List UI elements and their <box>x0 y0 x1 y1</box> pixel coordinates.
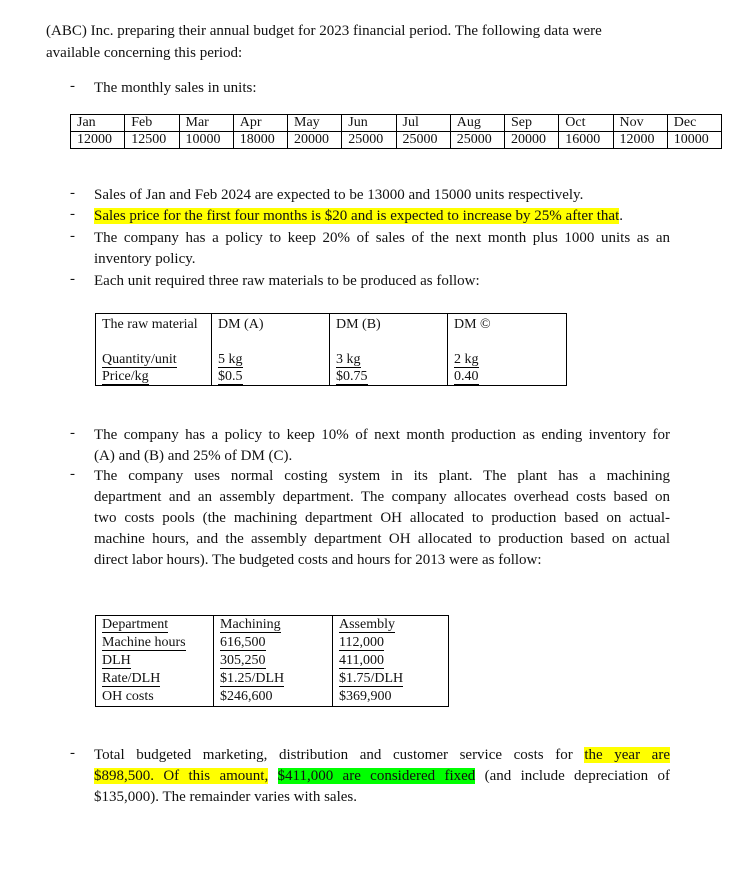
quantity-value: 3 kg <box>336 352 361 367</box>
text-line: The company uses normal costing system in its plant. The plant has a machining <box>94 468 670 484</box>
dept-cell <box>214 670 333 688</box>
text-line: The company has a policy to keep 10% of next month production as ending inventory for <box>94 427 670 443</box>
text-line: The company has a policy to keep 20% of sales of the next month plus 1000 units as an <box>94 230 670 246</box>
text-line: (A) and (B) and 25% of DM (C). <box>94 448 293 464</box>
bullet-raw-materials: Each unit required three raw materials to be produced as follow: <box>94 273 480 289</box>
text-line: $135,000). The remainder varies with sales. <box>94 789 357 805</box>
raw-header-cell: DM (B) <box>330 314 448 352</box>
units-cell: 16000 <box>559 132 613 149</box>
units-cell: 25000 <box>450 132 504 149</box>
bullet-monthly-sales: The monthly sales in units: <box>94 80 257 96</box>
dept-row-label <box>96 670 214 688</box>
units-cell: 20000 <box>505 132 559 149</box>
dept-cell <box>214 688 333 707</box>
bullet-dash: - <box>70 425 75 441</box>
bullet-dash: - <box>70 271 75 287</box>
bullet-dash: - <box>70 185 75 201</box>
text-line: department and an assembly department. The company allocates overhead costs based on <box>94 489 670 505</box>
price-label: Price/kg <box>102 369 149 384</box>
department-table <box>95 615 449 707</box>
units-cell: 12500 <box>125 132 179 149</box>
text-line <box>94 766 670 787</box>
text-line <box>94 745 670 766</box>
raw-header-cell: The raw material <box>96 314 212 352</box>
dept-cell-text: Machine hours <box>102 635 186 650</box>
raw-cell <box>448 351 567 368</box>
dept-cell <box>333 688 449 707</box>
dept-cell-text: $1.25/DLH <box>220 671 285 686</box>
raw-material-table <box>95 313 567 386</box>
month-cell: Jun <box>342 115 396 132</box>
dept-cell-text: $246,600 <box>220 689 273 704</box>
price-value: $0.5 <box>218 369 243 384</box>
raw-header-cell: DM © <box>448 314 567 352</box>
units-cell: 12000 <box>71 132 125 149</box>
bullet-inventory-policy <box>94 228 670 270</box>
monthly-sales-table <box>70 114 722 149</box>
dept-header-text: Department <box>102 617 169 632</box>
month-cell: Mar <box>179 115 233 132</box>
quantity-value: 2 kg <box>454 352 479 367</box>
raw-header-row <box>96 314 567 352</box>
month-cell: Sep <box>505 115 559 132</box>
dept-row <box>96 634 449 652</box>
intro-paragraph <box>46 20 706 64</box>
dept-header-text: Assembly <box>339 617 395 632</box>
dept-cell-text: 616,500 <box>220 635 266 650</box>
raw-header-cell: DM (A) <box>212 314 330 352</box>
highlighted-text-green: $411,000 are considered fixed <box>277 768 476 784</box>
month-cell: Dec <box>667 115 721 132</box>
dept-cell-text: $1.75/DLH <box>339 671 404 686</box>
dept-cell <box>214 634 333 652</box>
text-line: machine hours, and the assembly department OH allocated to production based on actual <box>94 531 670 547</box>
units-cell: 12000 <box>613 132 667 149</box>
dept-cell <box>214 652 333 670</box>
bullet-dash: - <box>70 466 75 482</box>
month-cell: Nov <box>613 115 667 132</box>
quantity-value: 5 kg <box>218 352 243 367</box>
bullet-dash: - <box>70 78 75 94</box>
highlighted-text: the year are <box>584 747 670 763</box>
dept-row-label <box>96 688 214 707</box>
raw-cell <box>212 368 330 386</box>
dept-row-label <box>96 634 214 652</box>
bullet-dash: - <box>70 745 75 761</box>
dept-cell-text: 411,000 <box>339 653 384 668</box>
intro-line-2: available concerning this period: <box>46 45 243 61</box>
text-line: inventory policy. <box>94 251 196 267</box>
raw-quantity-row <box>96 351 567 368</box>
month-cell: Jan <box>71 115 125 132</box>
month-cell: Apr <box>233 115 287 132</box>
dept-header-cell <box>333 616 449 635</box>
dept-cell <box>333 670 449 688</box>
dept-cell-text: $369,900 <box>339 689 392 704</box>
units-cell: 25000 <box>342 132 396 149</box>
quantity-label: Quantity/unit <box>102 352 177 367</box>
bullet-dash: - <box>70 228 75 244</box>
units-cell: 10000 <box>667 132 721 149</box>
dept-cell-text: OH costs <box>102 689 154 704</box>
bullet-ending-inventory <box>94 425 670 467</box>
bullet-sales-2024: Sales of Jan and Feb 2024 are expected to be 13000 and 15000 units respectively. <box>94 187 584 203</box>
text-segment: Total budgeted marketing, distribution and customer service costs for <box>94 747 585 763</box>
bullet-end-period: . <box>619 208 624 224</box>
bullet-marketing-costs <box>94 745 670 808</box>
highlighted-text: $898,500. Of this amount, <box>94 768 269 784</box>
price-value: 0.40 <box>454 369 479 384</box>
text-segment: (and include depreciation of <box>475 768 670 784</box>
units-cell: 25000 <box>396 132 450 149</box>
text-line: two costs pools (the machining department OH allocated to production based on actual- <box>94 510 670 526</box>
month-cell: Aug <box>450 115 504 132</box>
intro-line-1: (ABC) Inc. preparing their annual budget for 2023 financial period. The following data were <box>46 23 602 39</box>
raw-cell <box>330 368 448 386</box>
text-line: direct labor hours). The budgeted costs and hours for 2013 were as follow: <box>94 552 542 568</box>
dept-row-label <box>96 652 214 670</box>
dept-header-cell <box>214 616 333 635</box>
dept-row <box>96 688 449 707</box>
dept-cell <box>333 652 449 670</box>
units-cell: 18000 <box>233 132 287 149</box>
dept-row <box>96 652 449 670</box>
units-cell: 20000 <box>288 132 342 149</box>
dept-cell-text: 305,250 <box>220 653 266 668</box>
raw-row-label <box>96 351 212 368</box>
raw-row-label <box>96 368 212 386</box>
bullet-costing-system <box>94 466 670 571</box>
sales-months-row <box>71 115 722 132</box>
highlighted-text: Sales price for the first four months is $20 and is expected to increase by 25% after that <box>94 208 620 224</box>
bullet-sales-price <box>94 206 623 227</box>
month-cell: Jul <box>396 115 450 132</box>
dept-cell <box>333 634 449 652</box>
dept-cell-text: DLH <box>102 653 131 668</box>
text-segment <box>268 768 277 784</box>
price-value: $0.75 <box>336 369 368 384</box>
dept-header-cell <box>96 616 214 635</box>
dept-header-row <box>96 616 449 635</box>
sales-units-row <box>71 132 722 149</box>
raw-cell <box>448 368 567 386</box>
bullet-dash: - <box>70 206 75 222</box>
dept-cell-text: Rate/DLH <box>102 671 161 686</box>
month-cell: Feb <box>125 115 179 132</box>
month-cell: May <box>288 115 342 132</box>
dept-header-text: Machining <box>220 617 281 632</box>
raw-price-row <box>96 368 567 386</box>
units-cell: 10000 <box>179 132 233 149</box>
month-cell: Oct <box>559 115 613 132</box>
dept-cell-text: 112,000 <box>339 635 384 650</box>
raw-cell <box>330 351 448 368</box>
dept-row <box>96 670 449 688</box>
raw-cell <box>212 351 330 368</box>
